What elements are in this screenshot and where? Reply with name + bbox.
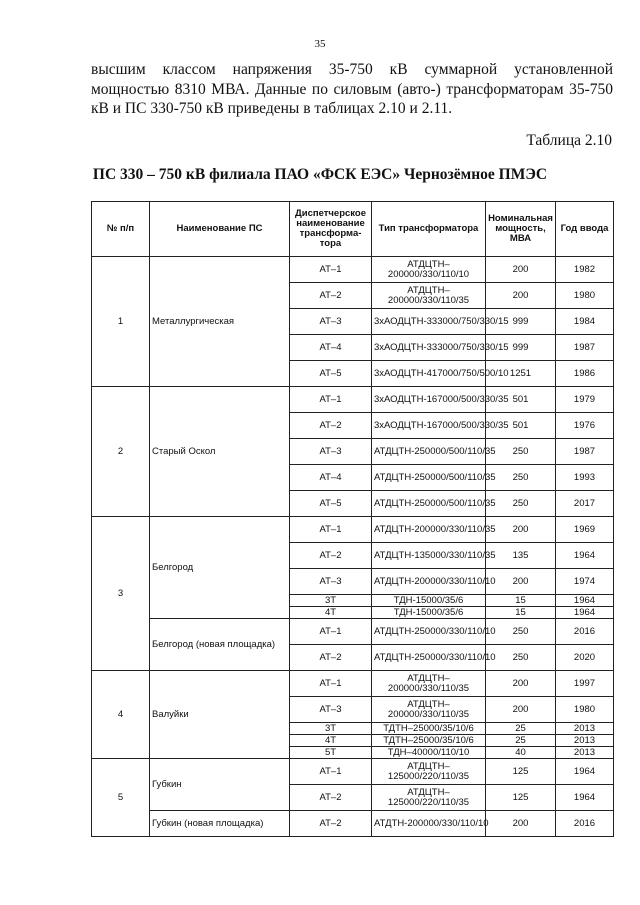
dispatch-name-cell: АТ–2 [290, 645, 372, 671]
commission-year-cell: 1974 [556, 569, 614, 595]
rated-power-cell: 999 [486, 309, 556, 335]
commission-year-cell: 1976 [556, 413, 614, 439]
header-dispatch-name: Диспетчерское наименование трансформа-тора [290, 202, 372, 257]
rated-power-cell: 250 [486, 465, 556, 491]
transformer-type-cell: 3хАОДЦТН-333000/750/330/15 [372, 309, 486, 335]
table-header-row [92, 202, 614, 257]
header-substation-name: Наименование ПС [150, 202, 290, 257]
dispatch-name-cell: АТ–4 [290, 465, 372, 491]
commission-year-cell: 1986 [556, 361, 614, 387]
commission-year-cell: 1964 [556, 785, 614, 811]
rated-power-cell: 999 [486, 335, 556, 361]
dispatch-name-cell: 4Т [290, 607, 372, 619]
transformer-type-cell: АТДЦТН-250000/500/110/35 [372, 491, 486, 517]
transformer-type-cell: АТДЦТН–200000/330/110/10 [372, 257, 486, 283]
transformer-type-cell: 3хАОДЦТН-167000/500/330/35 [372, 413, 486, 439]
dispatch-name-cell: АТ–3 [290, 309, 372, 335]
substation-name-cell: Старый Оскол [150, 387, 290, 517]
transformer-type-cell: 3хАОДЦТН-417000/750/500/10 [372, 361, 486, 387]
commission-year-cell: 1982 [556, 257, 614, 283]
commission-year-cell: 1987 [556, 335, 614, 361]
rated-power-cell: 250 [486, 645, 556, 671]
rated-power-cell: 200 [486, 283, 556, 309]
body-paragraph: высшим классом напряжения 35-750 кВ суммарной установленной мощностью 8310 МВА. Данные по силовым (авто-) трансформаторам 35-750 кВ и ПС 330-750 кВ приведены в таблицах 2.10 и 2.11. [91, 61, 613, 117]
transformer-type-cell: ТДТН–25000/35/10/6 [372, 735, 486, 747]
commission-year-cell: 2020 [556, 645, 614, 671]
rated-power-cell: 200 [486, 257, 556, 283]
rated-power-cell: 200 [486, 569, 556, 595]
table-label: Таблица 2.10 [526, 132, 612, 149]
transformer-type-cell: АТДЦТН–200000/330/110/35 [372, 671, 486, 697]
rated-power-cell: 15 [486, 607, 556, 619]
substation-name-cell: Губкин [150, 759, 290, 811]
transformer-type-cell: 3хАОДЦТН-333000/750/330/15 [372, 335, 486, 361]
transformer-type-cell: АТДТН-200000/330/110/10 [372, 811, 486, 837]
transformer-type-cell: АТДЦТН-250000/330/110/10 [372, 645, 486, 671]
commission-year-cell: 2017 [556, 491, 614, 517]
transformer-type-cell: ТДТН–25000/35/10/6 [372, 723, 486, 735]
dispatch-name-cell: АТ–3 [290, 439, 372, 465]
rated-power-cell: 25 [486, 723, 556, 735]
commission-year-cell: 1964 [556, 595, 614, 607]
dispatch-name-cell: АТ–1 [290, 387, 372, 413]
transformer-type-cell: АТДЦТН-250000/500/110/35 [372, 465, 486, 491]
dispatch-name-cell: АТ–1 [290, 517, 372, 543]
dispatch-name-cell: АТ–4 [290, 335, 372, 361]
substation-name-cell: Белгород [150, 517, 290, 619]
commission-year-cell: 1984 [556, 309, 614, 335]
commission-year-cell: 1980 [556, 697, 614, 723]
rated-power-cell: 200 [486, 517, 556, 543]
substation-name-cell: Белгород (новая площадка) [150, 619, 290, 671]
commission-year-cell: 1964 [556, 759, 614, 785]
commission-year-cell: 1979 [556, 387, 614, 413]
dispatch-name-cell: АТ–2 [290, 543, 372, 569]
rated-power-cell: 250 [486, 619, 556, 645]
dispatch-name-cell: 3Т [290, 723, 372, 735]
commission-year-cell: 2013 [556, 723, 614, 735]
dispatch-name-cell: АТ–2 [290, 283, 372, 309]
row-number-cell: 5 [92, 759, 150, 837]
header-commission-year: Год ввода [556, 202, 614, 257]
dispatch-name-cell: АТ–5 [290, 491, 372, 517]
rated-power-cell: 501 [486, 413, 556, 439]
rated-power-cell: 135 [486, 543, 556, 569]
commission-year-cell: 1964 [556, 607, 614, 619]
substation-name-cell: Губкин (новая площадка) [150, 811, 290, 837]
transformer-type-cell: АТДЦТН-250000/330/110/10 [372, 619, 486, 645]
dispatch-name-cell: 4Т [290, 735, 372, 747]
dispatch-name-cell: АТ–1 [290, 619, 372, 645]
table-row [92, 257, 614, 283]
dispatch-name-cell: АТ–1 [290, 671, 372, 697]
substation-name-cell: Валуйки [150, 671, 290, 759]
dispatch-name-cell: 3Т [290, 595, 372, 607]
commission-year-cell: 1997 [556, 671, 614, 697]
rated-power-cell: 125 [486, 759, 556, 785]
transformer-type-cell: АТДЦТН-200000/330/110/35 [372, 517, 486, 543]
table-row [92, 671, 614, 697]
table-row [92, 811, 614, 837]
rated-power-cell: 250 [486, 439, 556, 465]
table-row [92, 619, 614, 645]
rated-power-cell: 25 [486, 735, 556, 747]
transformer-type-cell: ТДН-15000/35/6 [372, 595, 486, 607]
rated-power-cell: 501 [486, 387, 556, 413]
dispatch-name-cell: АТ–3 [290, 697, 372, 723]
commission-year-cell: 1980 [556, 283, 614, 309]
rated-power-cell: 1251 [486, 361, 556, 387]
substation-name-cell: Металлургическая [150, 257, 290, 387]
dispatch-name-cell: АТ–2 [290, 413, 372, 439]
dispatch-name-cell: АТ–1 [290, 257, 372, 283]
commission-year-cell: 1969 [556, 517, 614, 543]
rated-power-cell: 200 [486, 697, 556, 723]
rated-power-cell: 250 [486, 491, 556, 517]
transformer-type-cell: АТДЦТН-135000/330/110/35 [372, 543, 486, 569]
table-row [92, 517, 614, 543]
dispatch-name-cell: АТ–2 [290, 785, 372, 811]
commission-year-cell: 2013 [556, 735, 614, 747]
header-rated-power: Номинальная мощность, МВА [486, 202, 556, 257]
row-number-cell: 3 [92, 517, 150, 671]
header-transformer-type: Тип трансформатора [372, 202, 486, 257]
commission-year-cell: 2016 [556, 811, 614, 837]
rated-power-cell: 40 [486, 747, 556, 759]
dispatch-name-cell: АТ–1 [290, 759, 372, 785]
page-number: 35 [314, 38, 326, 50]
dispatch-name-cell: АТ–5 [290, 361, 372, 387]
commission-year-cell: 1987 [556, 439, 614, 465]
transformer-type-cell: АТДЦТН–200000/330/110/35 [372, 697, 486, 723]
transformer-type-cell: АТДЦТН–200000/330/110/35 [372, 283, 486, 309]
dispatch-name-cell: АТ–3 [290, 569, 372, 595]
table-row [92, 759, 614, 785]
rated-power-cell: 125 [486, 785, 556, 811]
header-num: № п/п [92, 202, 150, 257]
table-body [92, 257, 614, 837]
transformer-type-cell: АТДЦТН-200000/330/110/10 [372, 569, 486, 595]
rated-power-cell: 200 [486, 671, 556, 697]
commission-year-cell: 2013 [556, 747, 614, 759]
transformer-type-cell: АТДЦТН–125000/220/110/35 [372, 759, 486, 785]
transformer-type-cell: ТДН–40000/110/10 [372, 747, 486, 759]
commission-year-cell: 1993 [556, 465, 614, 491]
transformer-type-cell: АТДЦТН-250000/500/110/35 [372, 439, 486, 465]
row-number-cell: 2 [92, 387, 150, 517]
dispatch-name-cell: АТ–2 [290, 811, 372, 837]
row-number-cell: 4 [92, 671, 150, 759]
row-number-cell: 1 [92, 257, 150, 387]
transformer-type-cell: АТДЦТН–125000/220/110/35 [372, 785, 486, 811]
table-row [92, 387, 614, 413]
commission-year-cell: 2016 [556, 619, 614, 645]
transformer-type-cell: 3хАОДЦТН-167000/500/330/35 [372, 387, 486, 413]
transformer-table [91, 201, 614, 837]
dispatch-name-cell: 5Т [290, 747, 372, 759]
table-title: ПС 330 – 750 кВ филиала ПАО «ФСК ЕЭС» Чернозёмное ПМЭС [92, 166, 548, 183]
rated-power-cell: 200 [486, 811, 556, 837]
transformer-type-cell: ТДН-15000/35/6 [372, 607, 486, 619]
commission-year-cell: 1964 [556, 543, 614, 569]
rated-power-cell: 15 [486, 595, 556, 607]
